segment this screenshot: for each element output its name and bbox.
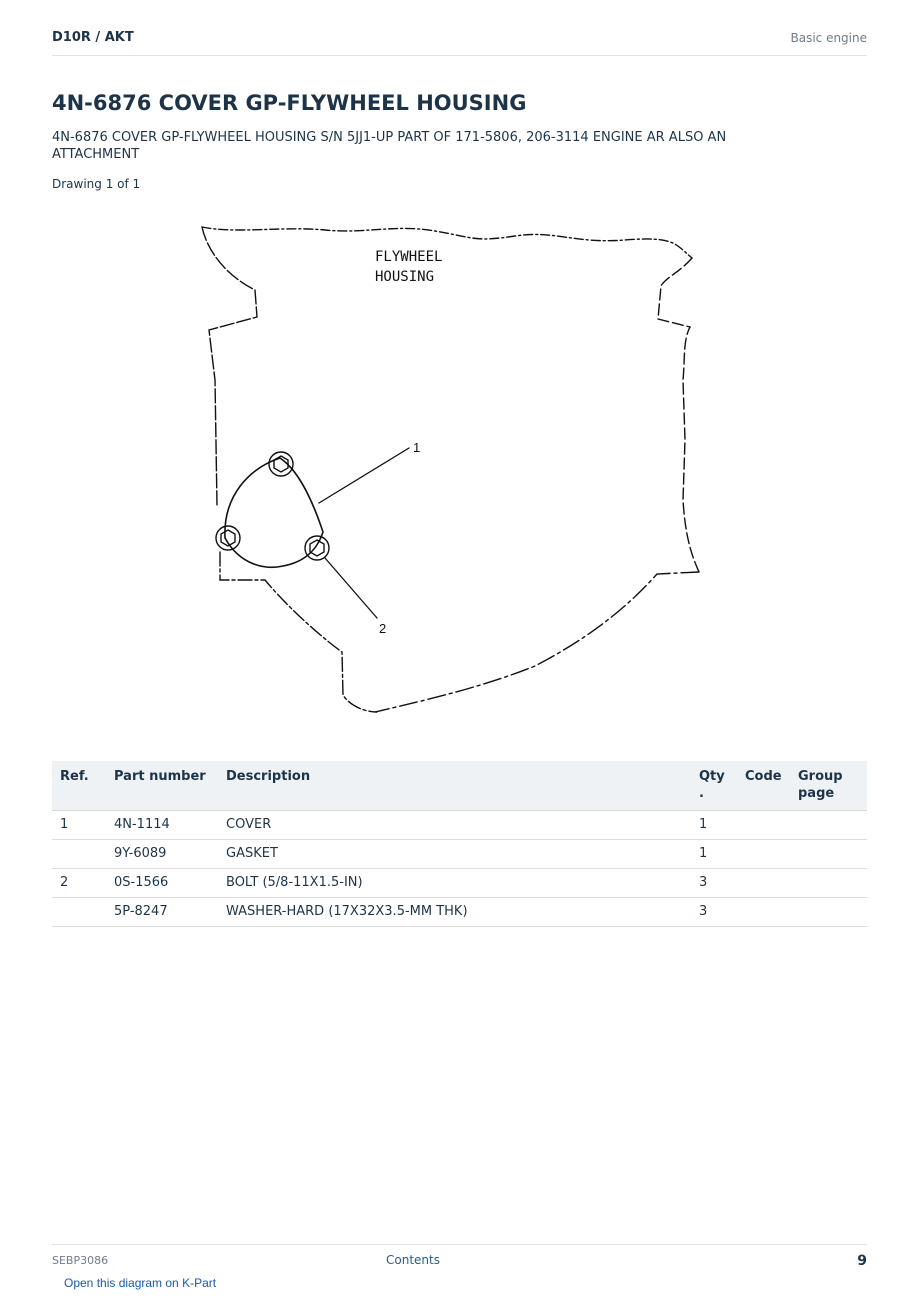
housing-outline-bottom-right bbox=[375, 572, 699, 712]
cell-part-number: 0S-1566 bbox=[106, 869, 218, 898]
housing-outline-top bbox=[202, 227, 692, 258]
drawing-count: Drawing 1 of 1 bbox=[52, 177, 141, 191]
open-kpart-link[interactable]: Open this diagram on K-Part bbox=[64, 1276, 217, 1290]
cell-part-number: 5P-8247 bbox=[106, 898, 218, 927]
cell-code bbox=[737, 869, 790, 898]
page-number: 9 bbox=[857, 1253, 867, 1269]
parts-table bbox=[52, 761, 867, 927]
cell-ref: 2 bbox=[52, 869, 106, 898]
col-header-description: Description bbox=[218, 761, 691, 811]
leader-line-2 bbox=[325, 558, 377, 618]
bolt-top-icon bbox=[269, 452, 293, 476]
section-name: Basic engine bbox=[790, 31, 867, 45]
cell-description: BOLT (5/8-11X1.5-IN) bbox=[218, 869, 691, 898]
housing-label-line1: FLYWHEEL bbox=[375, 249, 443, 265]
cell-group-page bbox=[790, 869, 867, 898]
parts-diagram bbox=[195, 220, 715, 720]
housing-outline-left-upper bbox=[202, 227, 257, 505]
col-header-qty: Qty . bbox=[691, 761, 737, 811]
table-row bbox=[52, 840, 867, 869]
leader-line-1 bbox=[319, 448, 409, 503]
housing-outline-right bbox=[658, 258, 699, 572]
table-row bbox=[52, 811, 867, 840]
cell-code bbox=[737, 898, 790, 927]
page-subtitle: 4N-6876 COVER GP-FLYWHEEL HOUSING S/N 5JJ1-UP PART OF 171-5806, 206-3114 ENGINE AR ALSO AN ATTACHMENT bbox=[52, 130, 727, 162]
contents-link[interactable]: Contents bbox=[386, 1253, 440, 1267]
cell-description: WASHER-HARD (17X32X3.5-MM THK) bbox=[218, 898, 691, 927]
cell-part-number: 4N-1114 bbox=[106, 811, 218, 840]
housing-label-line2: HOUSING bbox=[375, 269, 435, 285]
table-header-row bbox=[52, 761, 867, 811]
cell-ref bbox=[52, 840, 106, 869]
callout-2: 2 bbox=[379, 621, 387, 636]
housing-outline-bottom-left bbox=[220, 552, 377, 712]
cell-qty: 3 bbox=[691, 898, 737, 927]
col-header-part-number: Part number bbox=[106, 761, 218, 811]
page-footer bbox=[52, 1244, 867, 1275]
cell-ref: 1 bbox=[52, 811, 106, 840]
cell-group-page bbox=[790, 840, 867, 869]
bolt-right-icon bbox=[305, 536, 329, 560]
page-header bbox=[52, 28, 867, 56]
cell-qty: 1 bbox=[691, 811, 737, 840]
cell-ref bbox=[52, 898, 106, 927]
col-header-group-page: Group page bbox=[790, 761, 867, 811]
cell-description: COVER bbox=[218, 811, 691, 840]
bolt-left-icon bbox=[216, 526, 240, 550]
cell-code bbox=[737, 840, 790, 869]
cell-description: GASKET bbox=[218, 840, 691, 869]
page-title: 4N-6876 COVER GP-FLYWHEEL HOUSING bbox=[52, 91, 527, 115]
cell-group-page bbox=[790, 898, 867, 927]
breadcrumb: D10R / AKT bbox=[52, 30, 134, 45]
col-header-code: Code bbox=[737, 761, 790, 811]
document-id: SEBP3086 bbox=[52, 1254, 109, 1267]
table-row bbox=[52, 869, 867, 898]
callout-1: 1 bbox=[413, 440, 421, 455]
cell-group-page bbox=[790, 811, 867, 840]
cell-code bbox=[737, 811, 790, 840]
cell-qty: 3 bbox=[691, 869, 737, 898]
col-header-ref: Ref. bbox=[52, 761, 106, 811]
cell-part-number: 9Y-6089 bbox=[106, 840, 218, 869]
table-row bbox=[52, 898, 867, 927]
cell-qty: 1 bbox=[691, 840, 737, 869]
